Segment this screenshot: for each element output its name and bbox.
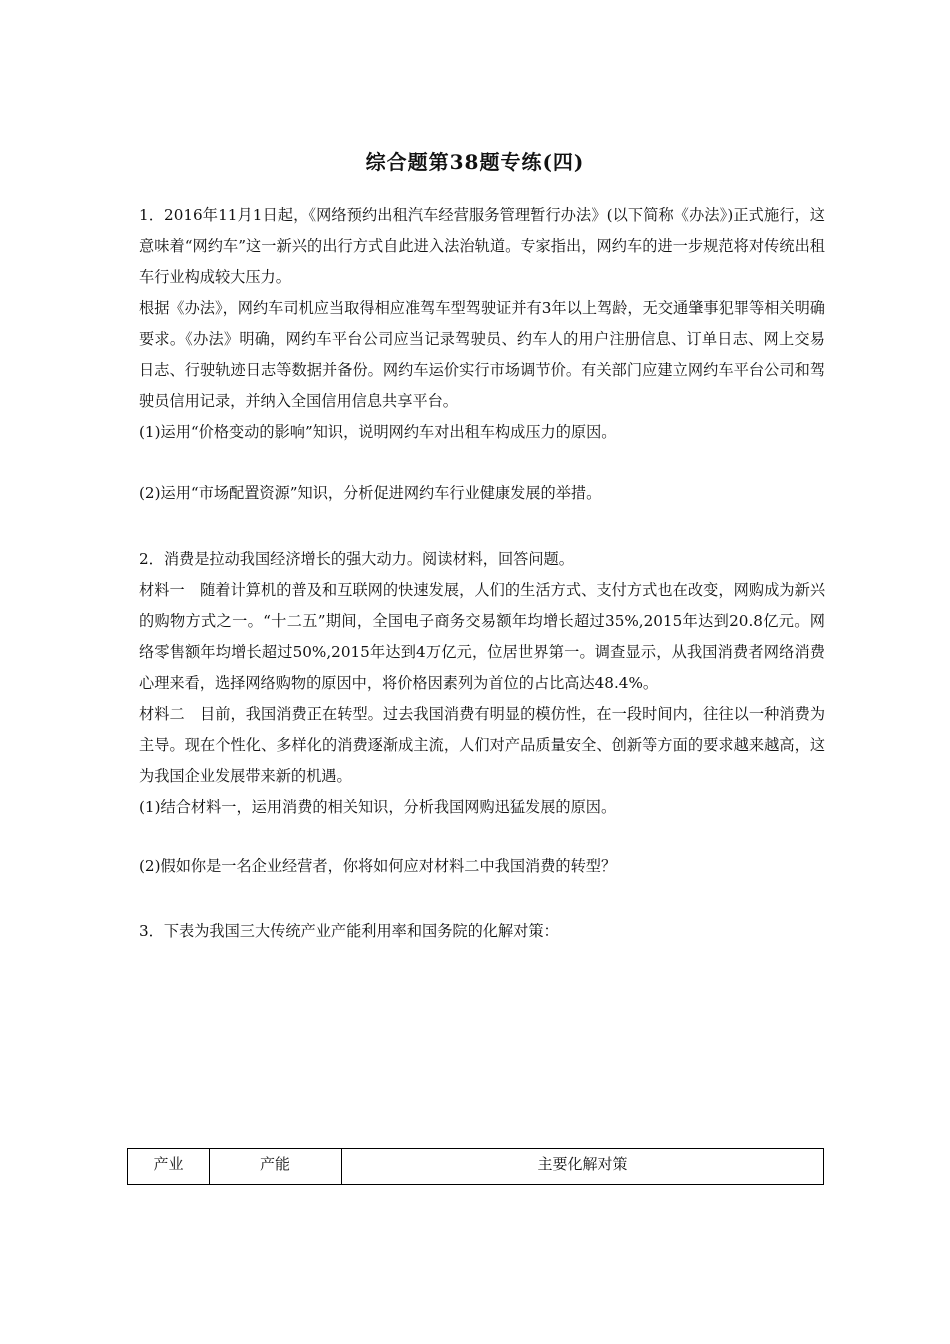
question-1-sub-2: (2)运用“市场配置资源”知识，分析促进网约车行业健康发展的举措。: [139, 484, 602, 502]
question-2-sub-1: (1)结合材料一，运用消费的相关知识，分析我国网购迅猛发展的原因。: [139, 798, 617, 816]
question-2-material-1: 材料一 随着计算机的普及和互联网的快速发展，人们的生活方式、支付方式也在改变，网购成为新兴的购物方式之一。“十二五”期间，全国电子商务交易额年均增长超过35%,2015年达到20.8亿元。网络零售额年均增长超过50%,2015年达到4万亿元，位居世界第一。调查显示，从我国消费者网络消费心理来看，选择网络购物的原因中，将价格因素列为首位的占比高达48.4%。: [139, 581, 825, 692]
document-body: [139, 200, 825, 947]
question-2-sub-2: (2)假如你是一名企业经营者，你将如何应对材料二中我国消费的转型？: [139, 857, 617, 875]
question-3-intro: 3．下表为我国三大传统产业产能利用率和国务院的化解对策：: [139, 922, 559, 940]
answer-space: [139, 823, 825, 851]
table-header-row: [128, 1149, 824, 1185]
table-header-cell: 产能: [210, 1149, 342, 1185]
answer-space: [139, 509, 825, 544]
question-1-intro: 1．2016年11月1日起，《网络预约出租汽车经营服务管理暂行办法》(以下简称《办法》)正式施行，这意味着“网约车”这一新兴的出行方式自此进入法治轨道。专家指出，网约车的进一步规范将对传统出租车行业构成较大压力。: [139, 206, 825, 286]
answer-space: [139, 882, 825, 916]
page-title: 综合题第38题专练(四): [365, 150, 585, 174]
question-1-material: 根据《办法》，网约车司机应当取得相应准驾车型驾驶证并有3年以上驾龄，无交通肇事犯罪等相关明确要求。《办法》明确，网约车平台公司应当记录驾驶员、约车人的用户注册信息、订单日志、网上交易日志、行驶轨迹日志等数据并备份。网约车运价实行市场调节价。有关部门应建立网约车平台公司和驾驶员信用记录，并纳入全国信用信息共享平台。: [139, 299, 825, 410]
question-1-sub-1: (1)运用“价格变动的影响”知识，说明网约车对出租车构成压力的原因。: [139, 423, 617, 441]
table-header-cell: 主要化解对策: [342, 1149, 824, 1185]
answer-space: [139, 448, 825, 478]
industry-table: [127, 1148, 824, 1185]
question-2-material-2: 材料二 目前，我国消费正在转型。过去我国消费有明显的模仿性，在一段时间内，往往以一种消费为主导。现在个性化、多样化的消费逐渐成主流，人们对产品质量安全、创新等方面的要求越来越高，这为我国企业发展带来新的机遇。: [139, 705, 825, 785]
question-2-intro: 2．消费是拉动我国经济增长的强大动力。阅读材料，回答问题。: [139, 550, 574, 568]
table-header-cell: 产业: [128, 1149, 210, 1185]
